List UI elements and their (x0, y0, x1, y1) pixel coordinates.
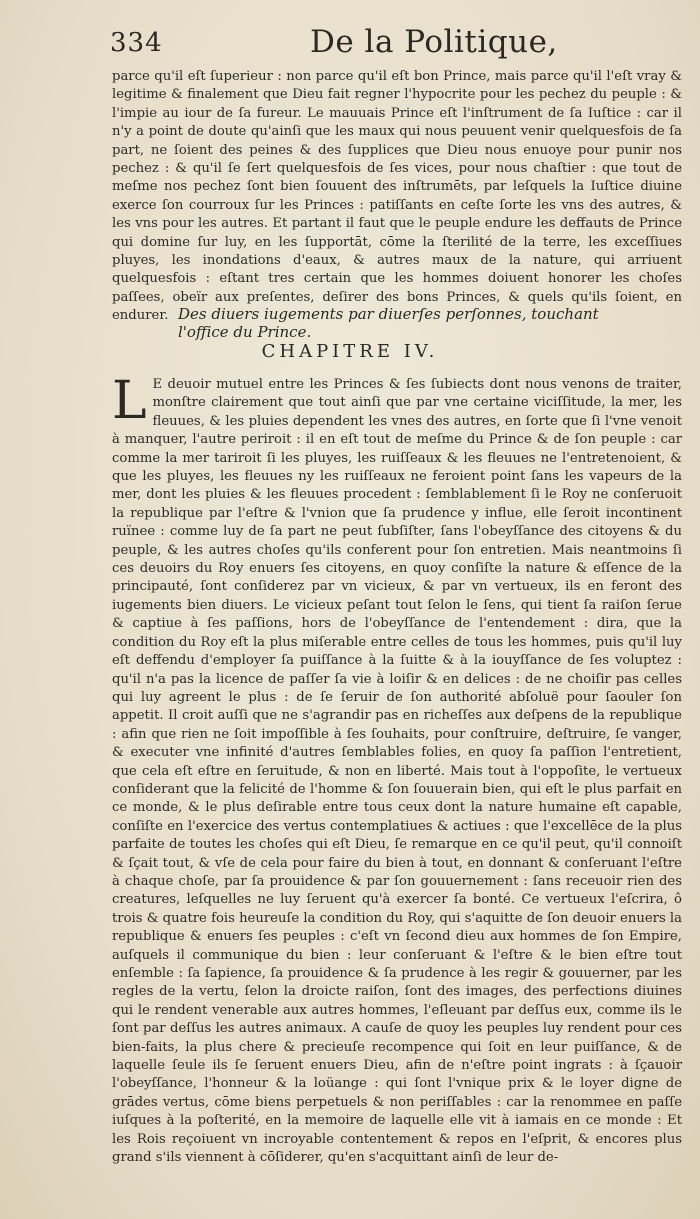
page-header (0, 22, 700, 70)
drop-cap: L (112, 371, 147, 431)
chapter-paragraph-text: E deuoir mutuel entre les Princes & ſes ſubiects dont nous venons de traiter, monſtre clairement que tout ainſi que par vne certaine viciſſitude, la mer, les fleuues, & les pluies dependent les vnes des autres, en ſorte que ſi l'vne venoit à manquer, l'autre periroit : il en eſt tout de meſme du Prince & de ſon peuple : car comme la mer tariroit ſi les pluyes, les ruiſſeaux & les fleuues ne l'entretenoient, & que les pluyes, les fleuues ny les ruiſſeaux ne feroient point ſans les vapeurs de la mer, dont les pluies & les fleuues procedent : ſemblablement ſi le Roy ne conſeruoit la republique par l'eſtre & l'vnion que ſa prudence y influe, elle ſeroit incontinent ruïnee : comme luy de ſa part ne peut ſubſiſter, ſans l'obeyſſance des citoyens & du peuple, & les autres choſes qu'ils conferent pour ſon entretien. Mais neantmoins ſi ces deuoirs du Roy enuers ſes citoyens, en quoy conſiſte la nature & eſſence de la principauté, ſont conſiderez par vn vicieux, & par vn vertueux, ils en feront des iugements bien diuers. Le vicieux peſant tout ſelon le ſens, qui tient ſa raiſon ſerue & captiue à ſes paſſions, hors de l'obeyſſance de l'entendement : dira, que la condition du Roy eſt la plus miſerable entre celles de tous les hommes, puis qu'il luy eſt deffendu d'employer ſa puiſſance à la ſuitte & à la iouyſſance de ſes voluptez : qu'il n'a pas la licence de paſſer ſa vie à loiſir & en delices : de ne choiſir pas celles qui luy agreent le plus : de ſe ſeruir de ſon authorité abſoluë pour ſaouler ſon appetit. Il croit auſſi que ne s'agrandir pas en richeſſes aux deſpens de la republique : afin que rien ne ſoit impoſſible à ſes ſouhaits, pour conſtruire, deſtruire, ſe vanger, & executer vne infinité d'autres ſemblables folies, en quoy ſa paſſion l'entretient, que cela eſt eſtre en ſeruitude, & non en liberté. Mais tout à l'oppoſite, le vertueux conſiderant que la felicité de l'homme & ſon ſouuerain bien, qui eſt le plus parfait en ce monde, & le plus deſirable entre tous ceux dont la nature humaine eſt capable, conſiſte en l'exercice des vertus contemplatiues & actiues : que l'excellēce de la plus parfaite de toutes les choſes qui eſt Dieu, ſe remarque en ce qu'il peut, qu'il connoiſt & ſçait tout, & vſe de cela pour faire du bien à tout, en donnant & conſeruant l'eſtre à chaque choſe, par ſa prouidence & par ſon gouuernement : ſans receuoir rien des creatures, leſquelles ne luy ſeruent qu'à exercer ſa bonté. Ce vertueux l'eſcrira, ô trois & quatre fois heureuſe la condition du Roy, qui s'aquitte de ſon deuoir enuers la republique & enuers ſes peuples : c'eſt vn ſecond dieu aux hommes de ſon Empire, auſquels il communique du bien : leur conſeruant & l'eſtre & le bien eſtre tout enſemble : ſa ſapience, ſa prouidence & ſa prudence à les regir & gouuerner, par les regles de la vertu, ſelon la droicte raiſon, ſont des images, des perfections diuines qui le rendent venerable aux autres hommes, l'eſleuant par deſſus eux, comme ils le ſont par deſſus les autres animaux. A cauſe de quoy les peuples luy rendent pour ces bien-faits, la plus chere & precieuſe recompence qui ſoit en leur puiſſance, & de laquelle ſeule ils ſe ſeruent enuers Dieu, afin de n'eſtre point ingrats : à ſçauoir l'obeyſſance, l'honneur & la loüange : qui ſont l'vnique prix & le loyer digne de grādes vertus, cōme biens perpetuels & non periſſables : car la renommee en paſſe iuſques à la poſterité, en la memoire de laquelle elle vit à iamais en ce monde : Et les Rois reçoiuent vn incroyable contentement & repos en l'eſprit, & encores plus grand s'ils viennent à cōſiderer, qu'en s'acquittant ainſi de leur de- (112, 377, 682, 1166)
chapter-paragraph (112, 371, 682, 1167)
page-number: 334 (110, 28, 163, 58)
running-title: De la Politique, (310, 24, 558, 60)
section-heading: Des diuers iugements par diuerſes perſonnes, touchant l'office du Prince. (178, 305, 599, 341)
paragraph-continuation: parce qu'il eſt ſuperieur : non parce qu'il eſt bon Prince, mais parce qu'il l'eſt vray & legitime & finalement que Dieu fait regner l'hypocrite pour les pechez du peuple : & l'impie au iour de ſa fureur. Le mauuais Prince eſt l'inſtrument de ſa Iuſtice : car il n'y a point de doute qu'ainſi que les maux qui nous peuuent venir quelquesfois de ſa part, ne ſoient des peines & des ſupplices que Dieu nous enuoye pour punir nos pechez : & qu'il ſe ſert quelquesfois de ſes vices, pour nous chaſtier : que tout de meſme nos pechez ſont bien ſouuent des inſtrumēts, par leſquels la Iuſtice diuine exerce ſon courroux ſur les Princes : patiſſants en ceſte ſorte les vns des autres, & les vns pour les autres. Et partant il faut que le peuple endure les deffauts de Prince qui domine ſur luy, en les ſupportāt, cōme la ſterilité de la terre, les exceſſiues pluyes, les inondations d'eaux, & autres maux de la nature, qui arriuent quelquesfois : eſtant tres certain que les hommes doiuent honorer les choſes paſſees, obeïr aux preſentes, deſirer des bons Princes, & quels qu'ils ſoient, en endurer. (112, 69, 682, 324)
chapter-heading: CHAPITRE IV. (261, 341, 439, 362)
